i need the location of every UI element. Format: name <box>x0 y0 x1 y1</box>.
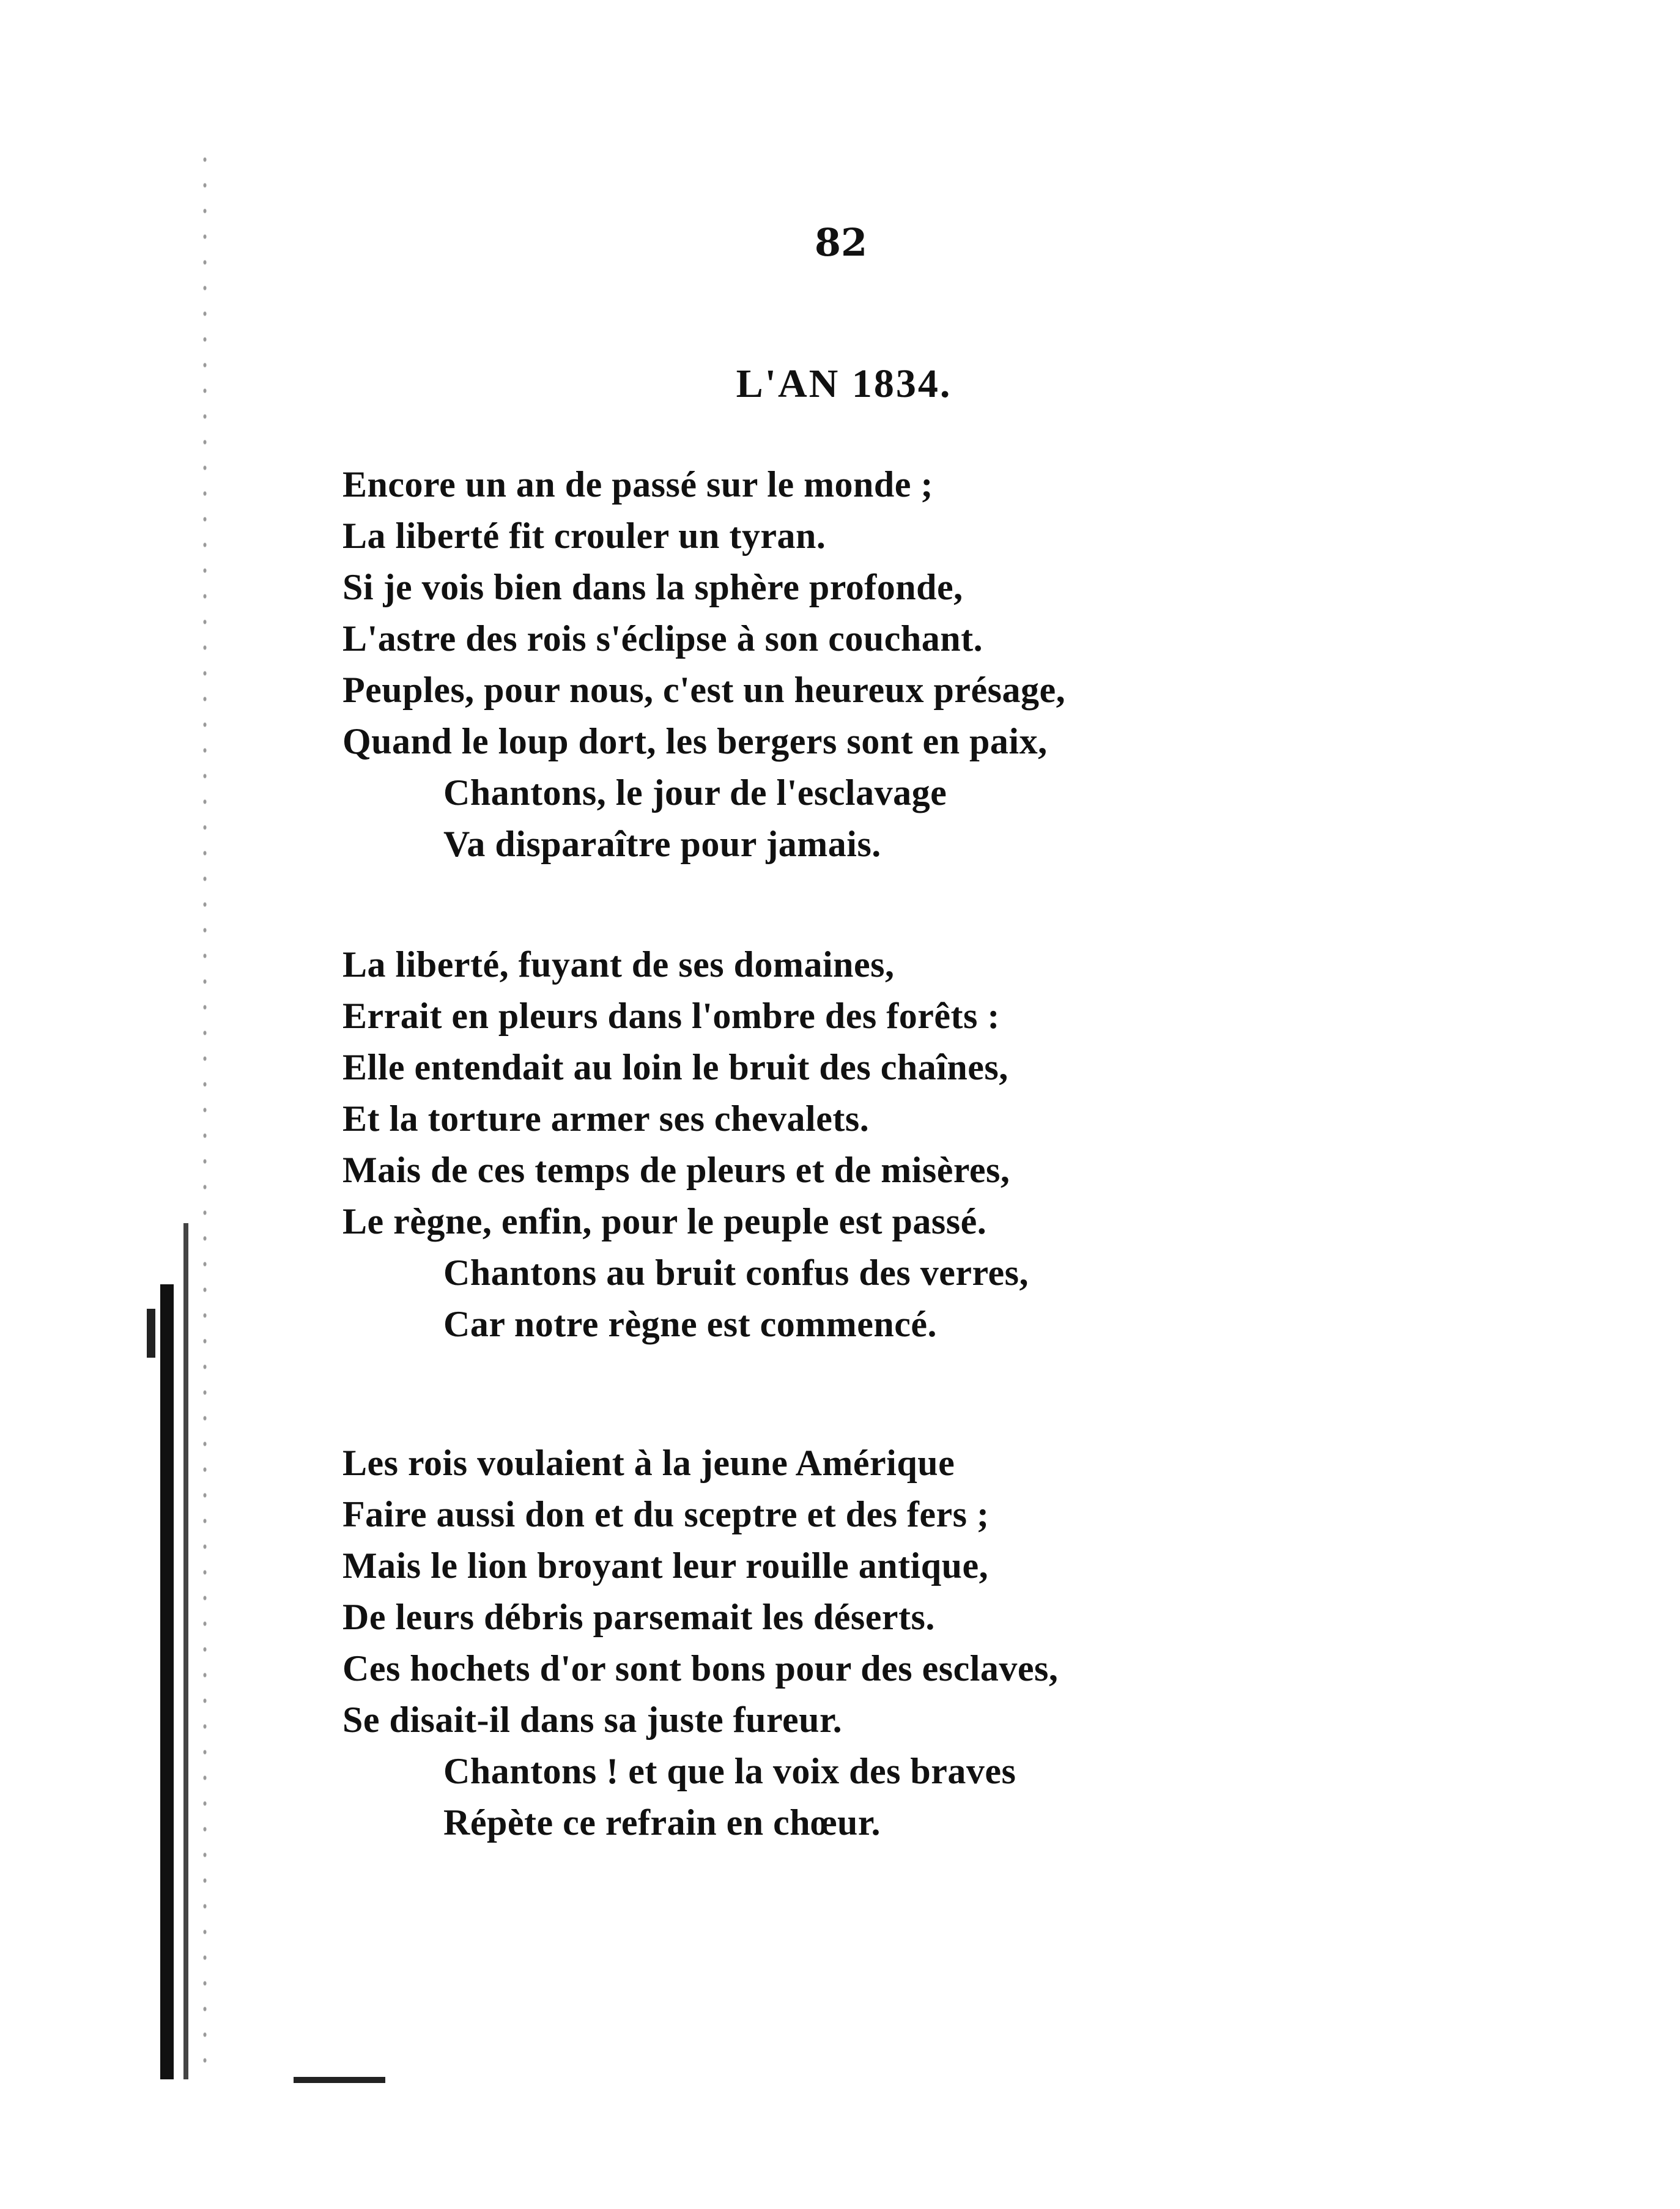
refrain-line: Va disparaître pour jamais. <box>443 824 881 864</box>
verse-line: Elle entendait au loin le bruit des chaînes, <box>342 1047 1008 1087</box>
page-number: 82 <box>814 220 868 265</box>
binding-shadow <box>196 147 214 2073</box>
poem-title: L'AN 1834. <box>736 361 952 406</box>
verse-line: Mais de ces temps de pleurs et de misères, <box>342 1150 1010 1190</box>
verse-line: De leurs débris parsemait les déserts. <box>342 1597 935 1637</box>
binding-speck <box>147 1309 155 1358</box>
verse-line: Errait en pleurs dans l'ombre des forêts : <box>342 996 1000 1036</box>
verse-line: Se disait-il dans sa juste fureur. <box>342 1700 843 1740</box>
verse-line: Encore un an de passé sur le monde ; <box>342 464 933 505</box>
verse-line: Le règne, enfin, pour le peuple est passé. <box>342 1201 987 1241</box>
binding-edge-line <box>183 1223 188 2079</box>
verse-line: L'astre des rois s'éclipse à son couchant. <box>342 618 983 659</box>
verse-line: Les rois voulaient à la jeune Amérique <box>342 1443 955 1483</box>
verse-line: Quand le loup dort, les bergers sont en paix, <box>342 721 1048 761</box>
binding-edge-mark <box>160 1284 174 2079</box>
verse-line: Peuples, pour nous, c'est un heureux présage, <box>342 670 1066 710</box>
verse-line: Si je vois bien dans la sphère profonde, <box>342 567 963 607</box>
refrain-line: Répète ce refrain en chœur. <box>443 1802 881 1843</box>
bottom-ink-mark <box>294 2077 385 2083</box>
refrain-line: Car notre règne est commencé. <box>443 1304 937 1344</box>
verse-line: Faire aussi don et du sceptre et des fers ; <box>342 1494 990 1534</box>
verse-line: Et la torture armer ses chevalets. <box>342 1098 870 1139</box>
verse-line: Ces hochets d'or sont bons pour des esclaves, <box>342 1648 1059 1689</box>
refrain-line: Chantons, le jour de l'esclavage <box>443 772 947 813</box>
stanza-1 <box>342 459 1297 870</box>
stanza-2 <box>342 939 1297 1350</box>
refrain-line: Chantons au bruit confus des verres, <box>443 1253 1029 1293</box>
verse-line: Mais le lion broyant leur rouille antique, <box>342 1545 989 1586</box>
verse-line: La liberté, fuyant de ses domaines, <box>342 944 895 985</box>
verse-line: La liberté fit crouler un tyran. <box>342 516 826 556</box>
stanza-3 <box>342 1437 1297 1848</box>
refrain-line: Chantons ! et que la voix des braves <box>443 1751 1016 1791</box>
